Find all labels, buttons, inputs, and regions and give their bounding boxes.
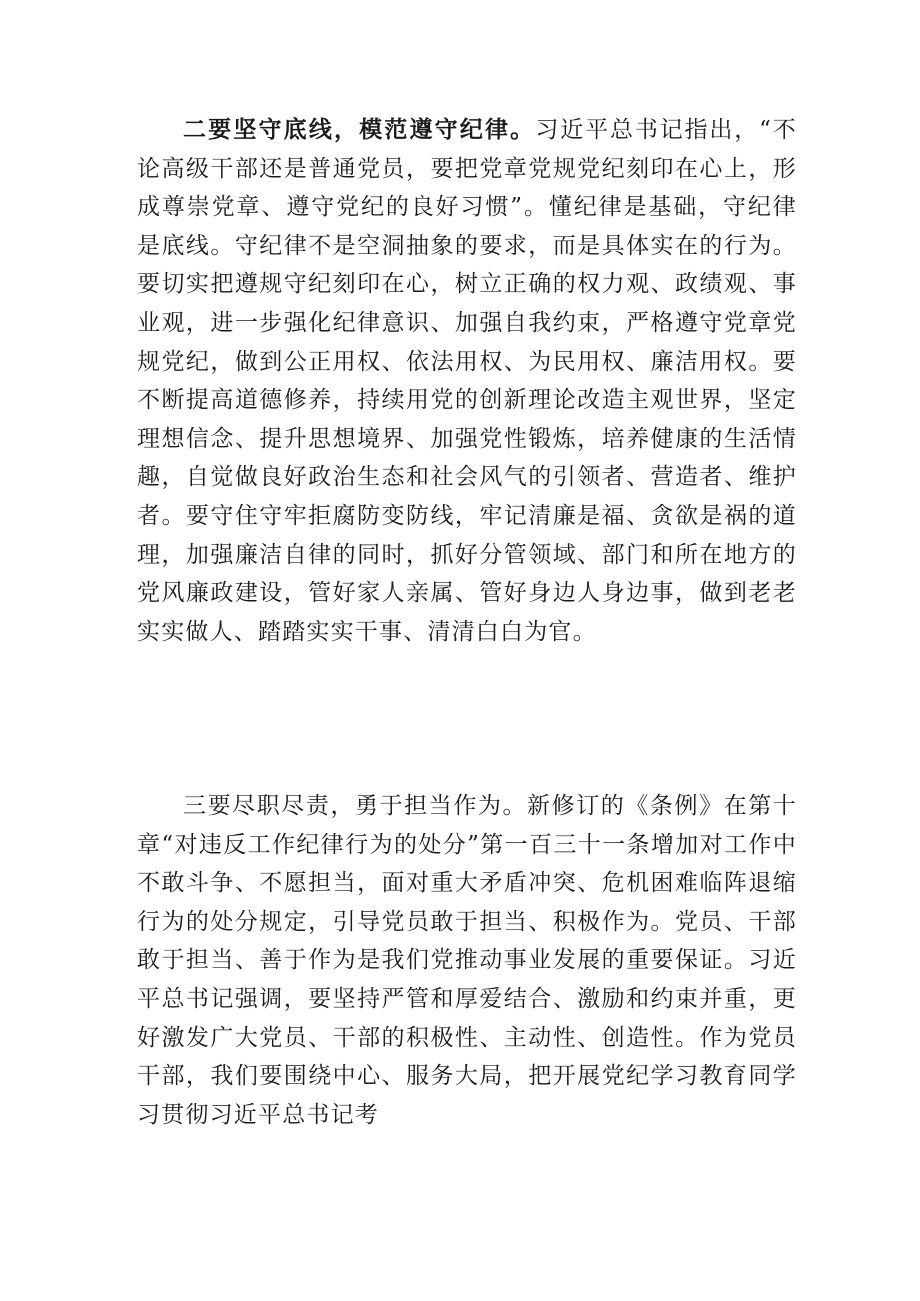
paragraph-body-text: 习近平总书记指出，“不论高级干部还是普通党员，要把党章党规党纪刻印在心上，形成尊崇党章、遵守党纪的良好习惯”。懂纪律是基础，守纪律是底线。守纪律不是空洞抽象的要求，而是具体实在的行为。要切实把遵规守纪刻印在心，树立正确的权力观、政绩观、事业观，进一步强化纪律意识、加强自我约束，严格遵守党章党规党纪，做到公正用权、依法用权、为民用权、廉洁用权。要不断提高道德修养，持续用党的创新理论改造主观世界，坚定理想信念、提升思想境界、加强党性锻炼，培养健康的生活情趣，自觉做良好政治生态和社会风气的引领者、营造者、维护者。要守住守牢拒腐防变防线，牢记清廉是福、贪欲是祸的道理，加强廉洁自律的同时，抓好分管领域、部门和所在地方的党风廉政建设，管好家人亲属、管好身边人身边事，做到老老实实做人、踏踏实实干事、清清白白为官。 (137, 117, 797, 645)
paragraph-body-text: 新修订的《条例》在第十章“对违反工作纪律行为的处分”第一百三十一条增加对工作中不敢斗争、不愿担当，面对重大矛盾冲突、危机困难临阵退缩行为的处分规定，引导党员敢于担当、积极作为。党员、干部敢于担当、善于作为是我们党推动事业发展的重要保证。习近平总书记强调，要坚持严管和厚爱结合、激励和约束并重，更好激发广大党员、干部的积极性、主动性、创造性。作为党员干部，我们要围绕中心、服务大局，把开展党纪学习教育同学习贯彻习近平总书记考 (137, 793, 797, 1128)
paragraph-discipline (137, 111, 797, 651)
paragraph-responsibility (137, 787, 797, 1134)
paragraph-lead-heading: 三要尽职尽责，勇于担当作为。 (183, 793, 528, 819)
paragraph-lead-heading: 二要坚守底线，模范遵守纪律。 (183, 116, 536, 143)
